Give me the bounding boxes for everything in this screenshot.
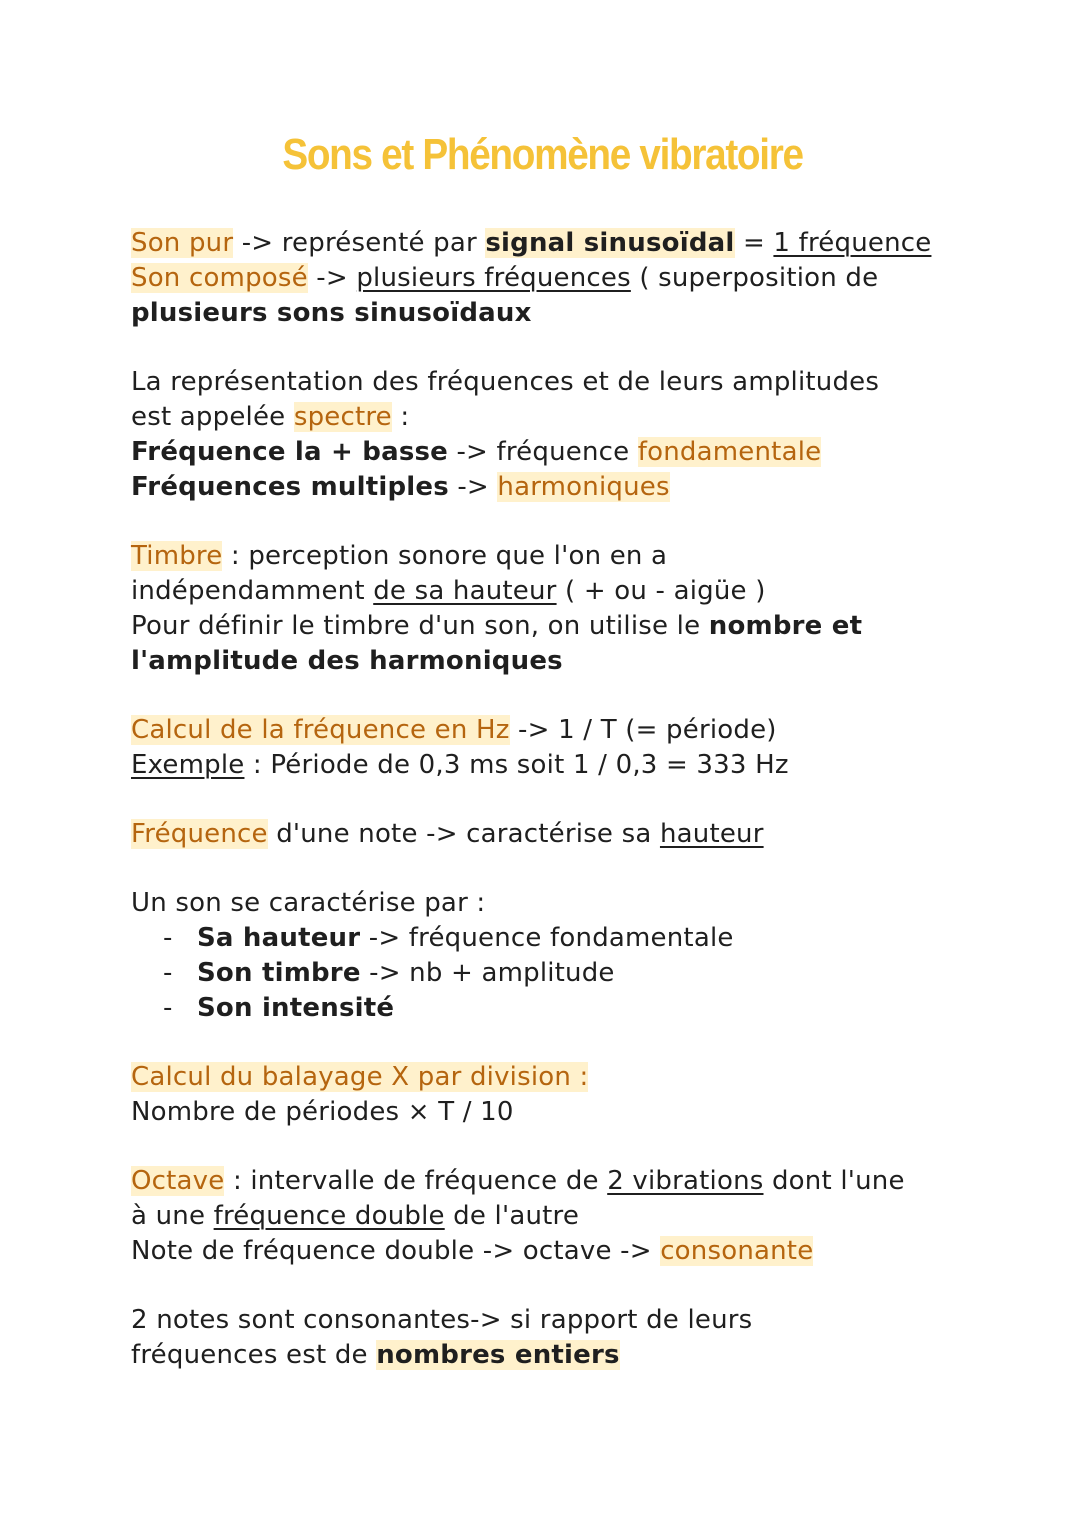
dash-bullet: - <box>163 923 173 953</box>
text: ( + ou - aigüe ) <box>556 576 766 606</box>
line <box>131 1164 991 1199</box>
highlight-term: Calcul du balayage X par division : <box>131 1062 589 1092</box>
section-octave <box>131 1164 991 1269</box>
highlight-term: Fréquence <box>131 819 268 849</box>
notes-content <box>131 226 991 1373</box>
line <box>131 400 991 435</box>
text: fréquences est de <box>131 1340 377 1370</box>
section-calcul-frequence <box>131 713 991 783</box>
bold-text: Sa hauteur <box>197 923 361 953</box>
text: Nombre de périodes × T / 10 <box>131 1097 514 1127</box>
line <box>131 1234 991 1269</box>
line <box>131 713 991 748</box>
section-frequence-note <box>131 817 991 852</box>
text: ( superposition de <box>630 263 879 293</box>
section-caracteristiques <box>131 886 991 1026</box>
text: -> représenté par <box>233 228 486 258</box>
text: -> fréquence fondamentale <box>360 923 734 953</box>
underlined-text: plusieurs fréquences <box>356 263 631 293</box>
bold-text: nombre et <box>708 611 863 641</box>
bold-text: Son timbre <box>197 958 361 988</box>
underlined-text: 1 fréquence <box>773 228 932 258</box>
bold-text: plusieurs sons sinusoïdaux <box>131 298 532 328</box>
highlight-term: Timbre <box>131 541 223 571</box>
text: dont l'une <box>763 1166 905 1196</box>
text: La représentation des fréquences et de leurs amplitudes <box>131 367 880 397</box>
line <box>131 226 991 261</box>
highlight-term: spectre <box>293 402 392 432</box>
text: = <box>734 228 774 258</box>
text: Note de fréquence double -> octave -> <box>131 1236 661 1266</box>
text: : perception sonore que l'on en a <box>222 541 668 571</box>
line <box>131 539 991 574</box>
dash-bullet: - <box>163 958 173 988</box>
text: d'une note -> caractérise sa <box>267 819 660 849</box>
underlined-text: fréquence double <box>213 1201 445 1231</box>
bold-text: Fréquence la + basse <box>131 437 449 467</box>
text: Un son se caractérise par : <box>131 888 486 918</box>
highlight-term: signal sinusoïdal <box>485 228 735 258</box>
section-balayage <box>131 1060 991 1130</box>
line <box>131 574 991 609</box>
section-son-pur <box>131 226 991 331</box>
line <box>131 261 991 296</box>
text: -> 1 / T (= période) <box>509 715 777 745</box>
text: 2 notes sont consonantes-> si rapport de leurs <box>131 1305 753 1335</box>
line <box>131 609 991 644</box>
highlight-term: Son pur <box>131 228 234 258</box>
list-item <box>131 921 991 956</box>
highlight-term: Calcul de la fréquence en Hz <box>131 715 510 745</box>
text: Pour définir le timbre d'un son, on utilise le <box>131 611 709 641</box>
line <box>131 470 991 505</box>
list-item <box>131 956 991 991</box>
underlined-text: hauteur <box>659 819 764 849</box>
line <box>131 435 991 470</box>
highlight-term: Son composé <box>131 263 308 293</box>
text: indépendamment <box>131 576 374 606</box>
list-item <box>131 991 991 1026</box>
bold-text: l'amplitude des harmoniques <box>131 646 563 676</box>
section-timbre <box>131 539 991 679</box>
text: est appelée <box>131 402 294 432</box>
text: de l'autre <box>444 1201 580 1231</box>
text: : <box>391 402 410 432</box>
line <box>131 1338 991 1373</box>
underlined-text: de sa hauteur <box>373 576 557 606</box>
highlight-term: consonante <box>660 1236 814 1266</box>
highlight-term: Octave <box>131 1166 225 1196</box>
line <box>131 1060 991 1095</box>
bold-text: Fréquences multiples <box>131 472 449 502</box>
underlined-text: Exemple <box>131 750 245 780</box>
bullet-list <box>131 921 991 1026</box>
section-spectre <box>131 365 991 505</box>
text: : intervalle de fréquence de <box>224 1166 608 1196</box>
text: -> nb + amplitude <box>360 958 615 988</box>
dash-bullet: - <box>163 993 173 1023</box>
text: à une <box>131 1201 214 1231</box>
text: -> <box>307 263 357 293</box>
bold-text: Son intensité <box>197 993 395 1023</box>
text: -> <box>448 472 498 502</box>
highlight-term: harmoniques <box>497 472 670 502</box>
section-consonantes <box>131 1303 991 1373</box>
line <box>131 1199 991 1234</box>
underlined-text: 2 vibrations <box>607 1166 764 1196</box>
page-title: Sons et Phénomène vibratoire <box>282 130 803 179</box>
highlight-term: nombres entiers <box>376 1340 620 1370</box>
line <box>131 748 991 783</box>
highlight-term: fondamentale <box>637 437 822 467</box>
line <box>131 817 991 852</box>
text: -> fréquence <box>448 437 638 467</box>
text: : Période de 0,3 ms soit 1 / 0,3 = 333 Hz <box>244 750 789 780</box>
